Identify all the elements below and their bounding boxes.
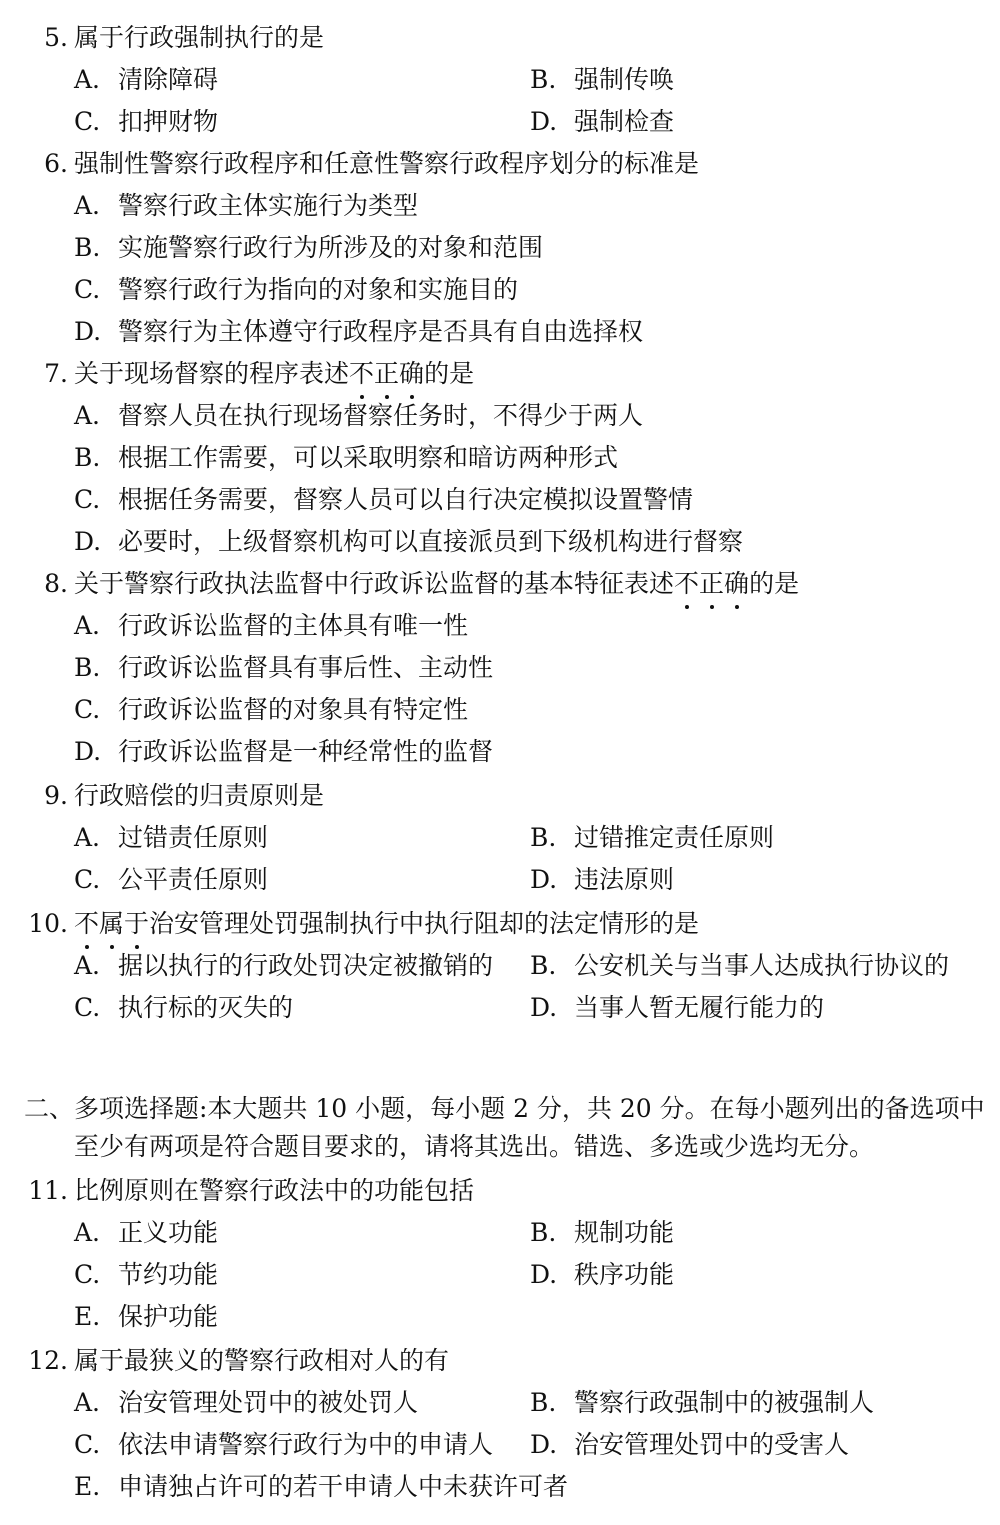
question-stem: 关于警察行政执法监督中行政诉讼监督的基本特征表述不正确的是 — [74, 563, 799, 605]
question-stem: 关于现场督察的程序表述不正确的是 — [74, 353, 474, 395]
emphasis-char: 于 — [124, 903, 149, 945]
emphasis-char: 不 — [674, 563, 699, 605]
option-a: A. 过错责任原则 — [74, 823, 269, 852]
option-d: D. 当事人暂无履行能力的 — [530, 993, 825, 1022]
question-5-options-row-1 — [0, 59, 1000, 101]
question-9-options-row-1 — [0, 817, 1000, 859]
option-b: B. 公安机关与当事人达成执行协议的 — [530, 951, 950, 980]
question-9-options-row-2 — [0, 859, 1000, 901]
option-a: A. 据以执行的行政处罚决定被撤销的 — [74, 951, 494, 980]
option-b: B. 过错推定责任原则 — [530, 823, 775, 852]
option-b: B. 警察行政强制中的被强制人 — [530, 1388, 875, 1417]
option-b: B. 强制传唤 — [530, 65, 675, 94]
question-11-options-row-2 — [0, 1254, 1000, 1296]
emphasis-char: 不 — [349, 353, 374, 395]
option-a: A. 治安管理处罚中的被处罚人 — [74, 1388, 419, 1417]
emphasis-char: 确 — [724, 563, 749, 605]
emphasis-char: 确 — [399, 353, 424, 395]
question-stem: 强制性警察行政程序和任意性警察行政程序划分的标准是 — [74, 149, 700, 178]
section-2-heading: 二、多项选择题:本大题共 10 小题，每小题 2 分，共 20 分。在每小题列出的备选项中 — [24, 1094, 985, 1123]
question-10-options-row-1 — [0, 945, 1000, 987]
option-a: A. 正义功能 — [74, 1218, 219, 1247]
question-10-options-row-2 — [0, 987, 1000, 1029]
option-c: C. 公平责任原则 — [74, 865, 269, 894]
question-number: 6. — [44, 149, 68, 178]
question-stem: 不属于治安管理处罚强制执行中执行阻却的法定情形的是 — [74, 903, 699, 945]
question-stem: 属于行政强制执行的是 — [74, 23, 325, 52]
emphasis-char: 不 — [74, 903, 99, 945]
option-d: D. 秩序功能 — [530, 1260, 675, 1289]
option-d: D. 强制检查 — [530, 107, 675, 136]
option-d: D. 违法原则 — [530, 865, 675, 894]
question-stem: 属于最狭义的警察行政相对人的有 — [74, 1346, 450, 1375]
option-c: C. 扣押财物 — [74, 107, 219, 136]
question-stem: 行政赔偿的归责原则是 — [74, 781, 325, 810]
question-12-options-row-1 — [0, 1382, 1000, 1424]
option-c: C. 执行标的灭失的 — [74, 993, 294, 1022]
exam-page: 5. 属于行政强制执行的是 A. 清除障碍 B. 强制传唤 C. 扣押财物 D. 强制检查 6. 强制性警察行政程序和任意性警察行政程序划分的标准是 A. 警察行政主体实施行为类型 B. 实施警察行政行为所涉及的对象和范围 C. 警察行政行为指向的对象和实施目的 D. 警察行为主体遵守行政程序是否具有自由选择权 7. 关于现场督察的程序表述不正确的是 A. 督察人员在执行现场督察任务时，不得少于两人 B. 根据工作需要，可以采取明察和暗访两种形式 C. 根据任务需要，督察人员可以自行决定模拟设置警情 D. 必要时，上级督察机构可以直接派员到下级机构进行督察 8. 关于警察行政执法监督中行政诉讼监督的基本特征表述不正确的是 A. 行政诉讼监督的主体具有唯一性 B. 行政诉讼监督具有事后性、主动性 C. 行政诉讼监督的对象具有特定性 D. 行政诉讼监督是一种经常性的监督 9. 行政赔偿的归责原则是 A. 过错责任原则 B. 过错推定责任原则 C. 公平责任原则 D. 违法原则 10. 不属于治安管理处罚强制执行中执行阻却的法定情形的是 A. 据以执行的行政处罚决定被撤销的 B. 公安机关与当事人达成执行协议的 C. 执行标的灭失的 D. 当事人暂无履行能力的 二、多项选择题:本大题共 10 小题，每小题 2 分，共 20 分。在每小题列出的备选项中 至少有两项是符合题目要求的，请将其选出。错选、多选或少选均无分。 11. 比例原则在警察行政法中的功能包括 A. 正义功能 B. 规制功能 C. 节约功能 D. 秩序功能 E. 保护功能 12. 属于最狭义的警察行政相对人的有 A. 治安管理处罚中的被处罚人 B. 警察行政强制中的被强制人 C. 依法申请警察行政行为中的申请人 D. 治安管理处罚中的受害人 E. 申请独占许可的若干申请人中未获许可者 — [0, 0, 1000, 1525]
option-c: C. 节约功能 — [74, 1260, 219, 1289]
option-d: D. 治安管理处罚中的受害人 — [530, 1430, 850, 1459]
option-c: C. 依法申请警察行政行为中的申请人 — [74, 1430, 494, 1459]
section-2-instructions: 至少有两项是符合题目要求的，请将其选出。错选、多选或少选均无分。 — [74, 1132, 875, 1161]
option-b: B. 规制功能 — [530, 1218, 675, 1247]
question-number: 12. — [28, 1346, 68, 1375]
question-number: 8. — [44, 569, 68, 598]
emphasis-char: 属 — [99, 903, 124, 945]
question-number: 10. — [28, 909, 68, 938]
question-11-options-row-1 — [0, 1212, 1000, 1254]
emphasis-char: 正 — [699, 563, 724, 605]
question-number: 11. — [28, 1176, 68, 1205]
question-12-options-row-2 — [0, 1424, 1000, 1466]
emphasis-char: 正 — [374, 353, 399, 395]
question-5-options-row-2 — [0, 101, 1000, 143]
option-a: A. 清除障碍 — [74, 65, 219, 94]
question-number: 9. — [44, 781, 68, 810]
question-number: 7. — [44, 359, 68, 388]
question-stem: 比例原则在警察行政法中的功能包括 — [74, 1176, 475, 1205]
question-number: 5. — [44, 23, 68, 52]
